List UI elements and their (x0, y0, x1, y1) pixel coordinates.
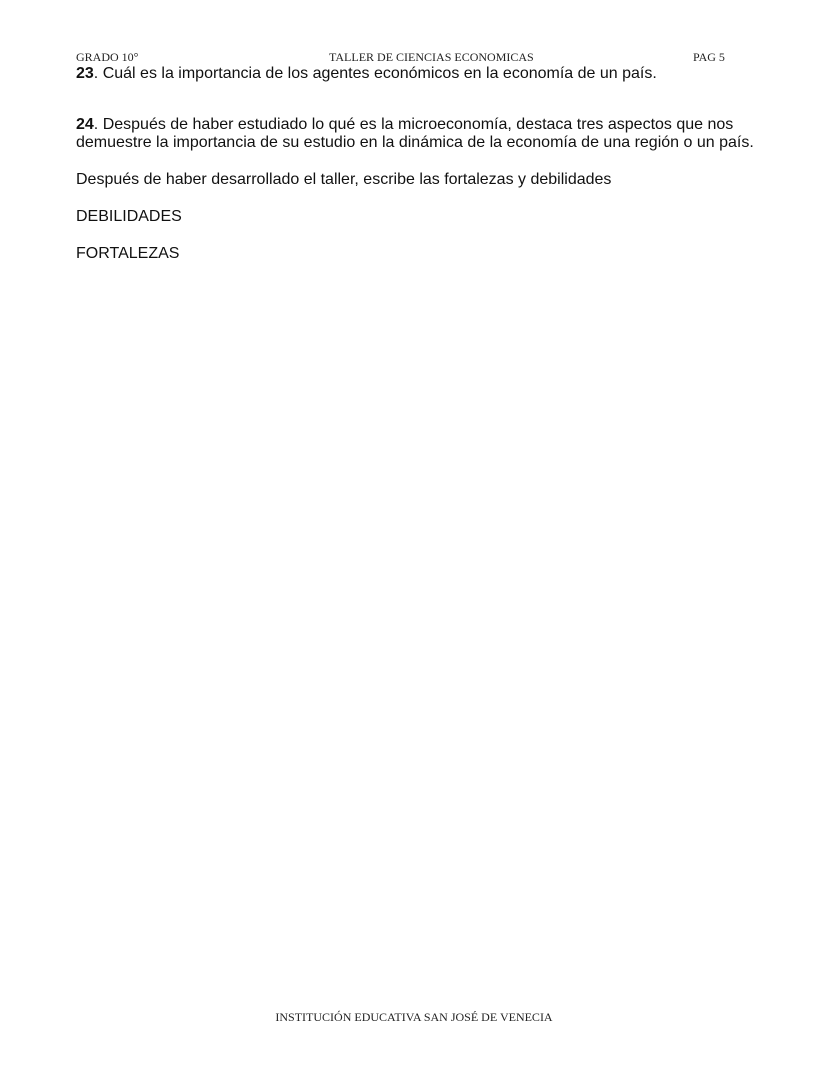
page-footer (0, 1009, 828, 1025)
weaknesses-label: DEBILIDADES (76, 208, 182, 225)
question-23 (76, 65, 756, 83)
question-text: . Cuál es la importancia de los agentes económicos en la economía de un país. (93, 65, 657, 82)
question-number: 23 (76, 65, 94, 82)
page-header (76, 49, 752, 65)
reflection-prompt: Después de haber desarrollado el taller, escribe las fortalezas y debilidades (76, 171, 612, 188)
question-24 (76, 116, 756, 152)
grade-label: GRADO 10° (76, 50, 139, 64)
institution-name: INSTITUCIÓN EDUCATIVA SAN JOSÉ DE VENECIA (275, 1010, 553, 1024)
question-text: . Después de haber estudiado lo qué es la microeconomía, destaca tres aspectos que nos demuestre la importancia de su estudio en la dinámica de la economía de una región o un país. (76, 116, 754, 151)
strengths-label: FORTALEZAS (76, 245, 180, 262)
workshop-title: TALLER DE CIENCIAS ECONOMICAS (329, 50, 534, 64)
question-number: 24 (76, 116, 94, 133)
page-number: PAG 5 (693, 50, 725, 64)
